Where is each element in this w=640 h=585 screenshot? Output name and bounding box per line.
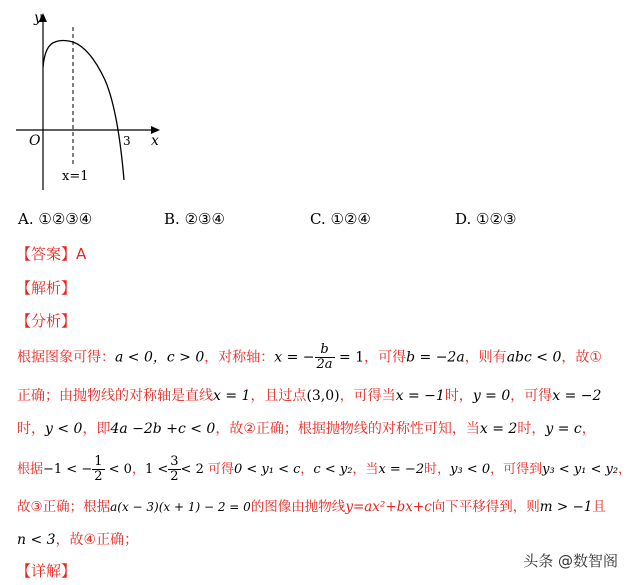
denominator: 2 bbox=[94, 469, 103, 484]
math: a < 0，c > 0 bbox=[115, 349, 205, 366]
text: ，可得 bbox=[364, 349, 407, 366]
option-d[interactable] bbox=[455, 210, 516, 228]
option-letter: B. bbox=[164, 210, 180, 228]
text: 的图像由抛物线 bbox=[250, 499, 346, 515]
math: (3,0) bbox=[306, 388, 340, 404]
numerator: 3 bbox=[170, 454, 179, 469]
parabola-graph bbox=[10, 5, 170, 195]
math: −1 < − bbox=[43, 462, 93, 477]
fraction bbox=[315, 343, 335, 372]
denominator: 2 bbox=[170, 469, 179, 484]
x-axis-label: x bbox=[151, 133, 159, 149]
math: < 0 bbox=[104, 462, 132, 477]
text: ，对称轴： bbox=[204, 349, 275, 366]
text: ，可得当 bbox=[339, 388, 396, 404]
option-c[interactable] bbox=[310, 210, 371, 228]
solution-line-4 bbox=[17, 455, 631, 484]
text: 时， bbox=[17, 421, 45, 437]
math: y=ax²+bx+c bbox=[345, 499, 432, 515]
option-letter: D. bbox=[455, 210, 472, 228]
xiangjie-tag: 【详解】 bbox=[16, 562, 77, 580]
solution-line-2 bbox=[17, 386, 601, 406]
math: 1 < bbox=[144, 462, 169, 477]
denominator: 2a bbox=[316, 357, 333, 372]
math: x = 1 bbox=[213, 388, 251, 404]
math: y = c bbox=[545, 421, 582, 437]
solution-line-6 bbox=[17, 530, 138, 550]
text: ， bbox=[581, 421, 596, 437]
text: ，可得到 bbox=[490, 462, 543, 477]
text: 且 bbox=[592, 499, 606, 515]
math: x = −2 bbox=[378, 462, 425, 477]
text: 向下平移得到，则 bbox=[431, 499, 540, 515]
math: y = 0 bbox=[472, 388, 511, 404]
text: 时， bbox=[517, 421, 546, 437]
math: 4a −2b +c < 0 bbox=[110, 421, 216, 437]
text: ，即 bbox=[82, 421, 111, 437]
text: ，故④正确； bbox=[55, 532, 139, 548]
text: 正确；由抛物线的对称轴是直线 bbox=[17, 388, 213, 404]
watermark: 头条 @数智阁 bbox=[523, 552, 618, 570]
option-text: ②③④ bbox=[184, 210, 225, 228]
solution-line-1 bbox=[17, 343, 602, 372]
text: 故③正确；根据 bbox=[17, 499, 111, 515]
y-axis-label: y bbox=[34, 10, 42, 26]
option-text: ①②③ bbox=[476, 210, 517, 228]
numerator: 1 bbox=[94, 454, 103, 469]
math: n < 3 bbox=[17, 532, 56, 548]
text: ，可得 bbox=[510, 388, 553, 404]
vertex-label: x=1 bbox=[62, 169, 89, 184]
math: x = − bbox=[274, 349, 315, 366]
math: = 1 bbox=[334, 349, 365, 366]
fraction bbox=[92, 455, 104, 484]
option-b[interactable] bbox=[164, 210, 225, 228]
math: a(x − 3)(x + 1) − 2 = 0 bbox=[110, 500, 251, 514]
analysis-tag: 【解析】 bbox=[16, 279, 77, 297]
math: y₃ < y₁ < y₂ bbox=[542, 462, 619, 477]
math: m > −1 bbox=[539, 499, 593, 515]
math: x = −1 bbox=[395, 388, 445, 404]
option-letter: A. bbox=[18, 210, 34, 228]
math: x = −2 bbox=[552, 388, 602, 404]
option-a[interactable] bbox=[18, 210, 92, 228]
text: ，当 bbox=[352, 462, 379, 477]
text: 根据 bbox=[17, 462, 44, 477]
text: ，则有 bbox=[464, 349, 507, 366]
text: 根据图象可得： bbox=[17, 349, 115, 366]
option-letter: C. bbox=[310, 210, 326, 228]
option-text: ①②③④ bbox=[38, 210, 93, 228]
fraction bbox=[168, 455, 180, 484]
answer-options bbox=[18, 210, 618, 234]
answer-tag: 【答案】A bbox=[16, 245, 87, 263]
math: abc < 0 bbox=[506, 349, 562, 366]
numerator: b bbox=[315, 343, 335, 358]
math: c < y₂ bbox=[313, 462, 353, 477]
text: ，故① bbox=[561, 349, 602, 366]
text: 时， bbox=[424, 462, 451, 477]
math: 0 < y₁ < c bbox=[233, 462, 301, 477]
text: ， bbox=[131, 462, 145, 477]
text: ，故②正确；根据抛物线的对称性可知，当 bbox=[215, 421, 480, 437]
text: ， bbox=[618, 462, 632, 477]
text: ，且过点 bbox=[250, 388, 307, 404]
math: x = 2 bbox=[479, 421, 518, 437]
parabola-curve bbox=[43, 41, 124, 181]
option-text: ①②④ bbox=[330, 210, 371, 228]
fenxi-tag: 【分析】 bbox=[16, 312, 77, 330]
root-label: 3 bbox=[123, 134, 131, 148]
math: y < 0 bbox=[45, 421, 83, 437]
math: b = −2a bbox=[406, 349, 465, 366]
text: ， bbox=[300, 462, 314, 477]
math: y₃ < 0 bbox=[450, 462, 491, 477]
math: < 2 bbox=[180, 462, 204, 477]
solution-line-3 bbox=[17, 419, 596, 439]
origin-label: O bbox=[29, 133, 41, 149]
solution-line-5 bbox=[17, 497, 606, 517]
text: 时， bbox=[444, 388, 473, 404]
text: 可得 bbox=[203, 462, 234, 477]
